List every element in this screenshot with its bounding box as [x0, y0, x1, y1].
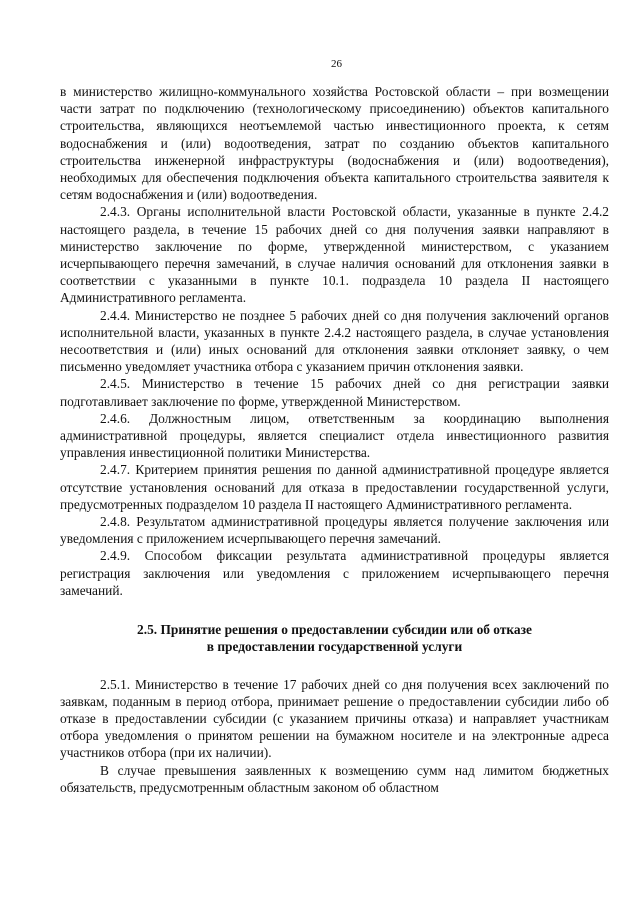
paragraph-2-5-1: 2.5.1. Министерство в течение 17 рабочих дней со дня получения всех заключений по заявкам, поданным в период отбора, принимает решение о предоставлении субсидии либо об отказе в предоставлении субсидии (с указанием причины отказа) и направляет участникам отбора уведомления о принятом решении на бумажном носителе и на электронные адреса участников отбора (при их наличии).	[60, 676, 609, 761]
paragraph-intro: в министерство жилищно-коммунального хозяйства Ростовской области – при возмещении части затрат по подключению (технологическому присоединению) объектов капитального строительства, являющихся неотъемлемой частью инвестиционного проекта, к сетям водоснабжения и (или) водоотведения, затрат по созданию объектов капитального строительства инженерной инфраструктуры (водоснабжения и (или) водоотведения), необходимых для обеспечения подключения объекта капитального строительства заявителя к сетям водоснабжения и (или) водоотведения.	[60, 84, 609, 203]
paragraph-2-4-3: 2.4.3. Органы исполнительной власти Ростовской области, указанные в пункте 2.4.2 настоящего раздела, в течение 15 рабочих дней со дня получения заявки направляют в министерство заключение по форме, утвержденной министерством, с указанием исчерпывающего перечня замечаний, в случае наличия оснований для отклонения заявки в соответствии с указанными в пункте 10.1. подраздела 10 раздела II настоящего Административного регламента.	[60, 204, 609, 306]
paragraph-2-4-4: 2.4.4. Министерство не позднее 5 рабочих дней со дня получения заключений органов исполнительной власти, указанных в пункте 2.4.2 настоящего раздела, в случае установления несоответствия и (или) иных оснований для отклонения заявки отклоняет заявку, о чем письменно уведомляет участника отбора с указанием причин отклонения заявки.	[60, 307, 609, 375]
paragraph-excess-claims: В случае превышения заявленных к возмещению сумм над лимитом бюджетных обязательств, предусмотренным областным законом об областном	[60, 762, 609, 795]
paragraph-2-4-7: 2.4.7. Критерием принятия решения по данной административной процедуре является отсутствие установления оснований для отказа в предоставлении государственной услуги, предусмотренных подразделом 10 раздела II настоящего Административного регламента.	[60, 462, 609, 512]
section-heading-line-2: в предоставлении государственной услуги	[206, 639, 463, 655]
paragraph-2-4-6: 2.4.6. Должностным лицом, ответственным за координацию выполнения административной процедуры, является специалист отдела инвестиционного развития управления инвестиционной политики Министерства.	[60, 410, 609, 461]
section-heading-line-1: 2.5. Принятие решения о предоставлении субсидии или об отказе	[137, 622, 532, 638]
document-page	[60, 58, 609, 796]
page-number: 26	[331, 58, 342, 70]
paragraph-2-4-9: 2.4.9. Способом фиксации результата административной процедуры является регистрация заключения или уведомления с приложением исчерпывающего перечня замечаний.	[60, 548, 609, 598]
paragraph-2-4-5: 2.4.5. Министерство в течение 15 рабочих дней со дня регистрации заявки подготавливает заключение по форме, утвержденной Министерством.	[60, 376, 609, 409]
section-heading-2-5	[60, 621, 609, 655]
paragraph-2-4-8: 2.4.8. Результатом административной процедуры является получение заключения или уведомления с приложением исчерпывающего перечня замечаний.	[60, 514, 609, 547]
